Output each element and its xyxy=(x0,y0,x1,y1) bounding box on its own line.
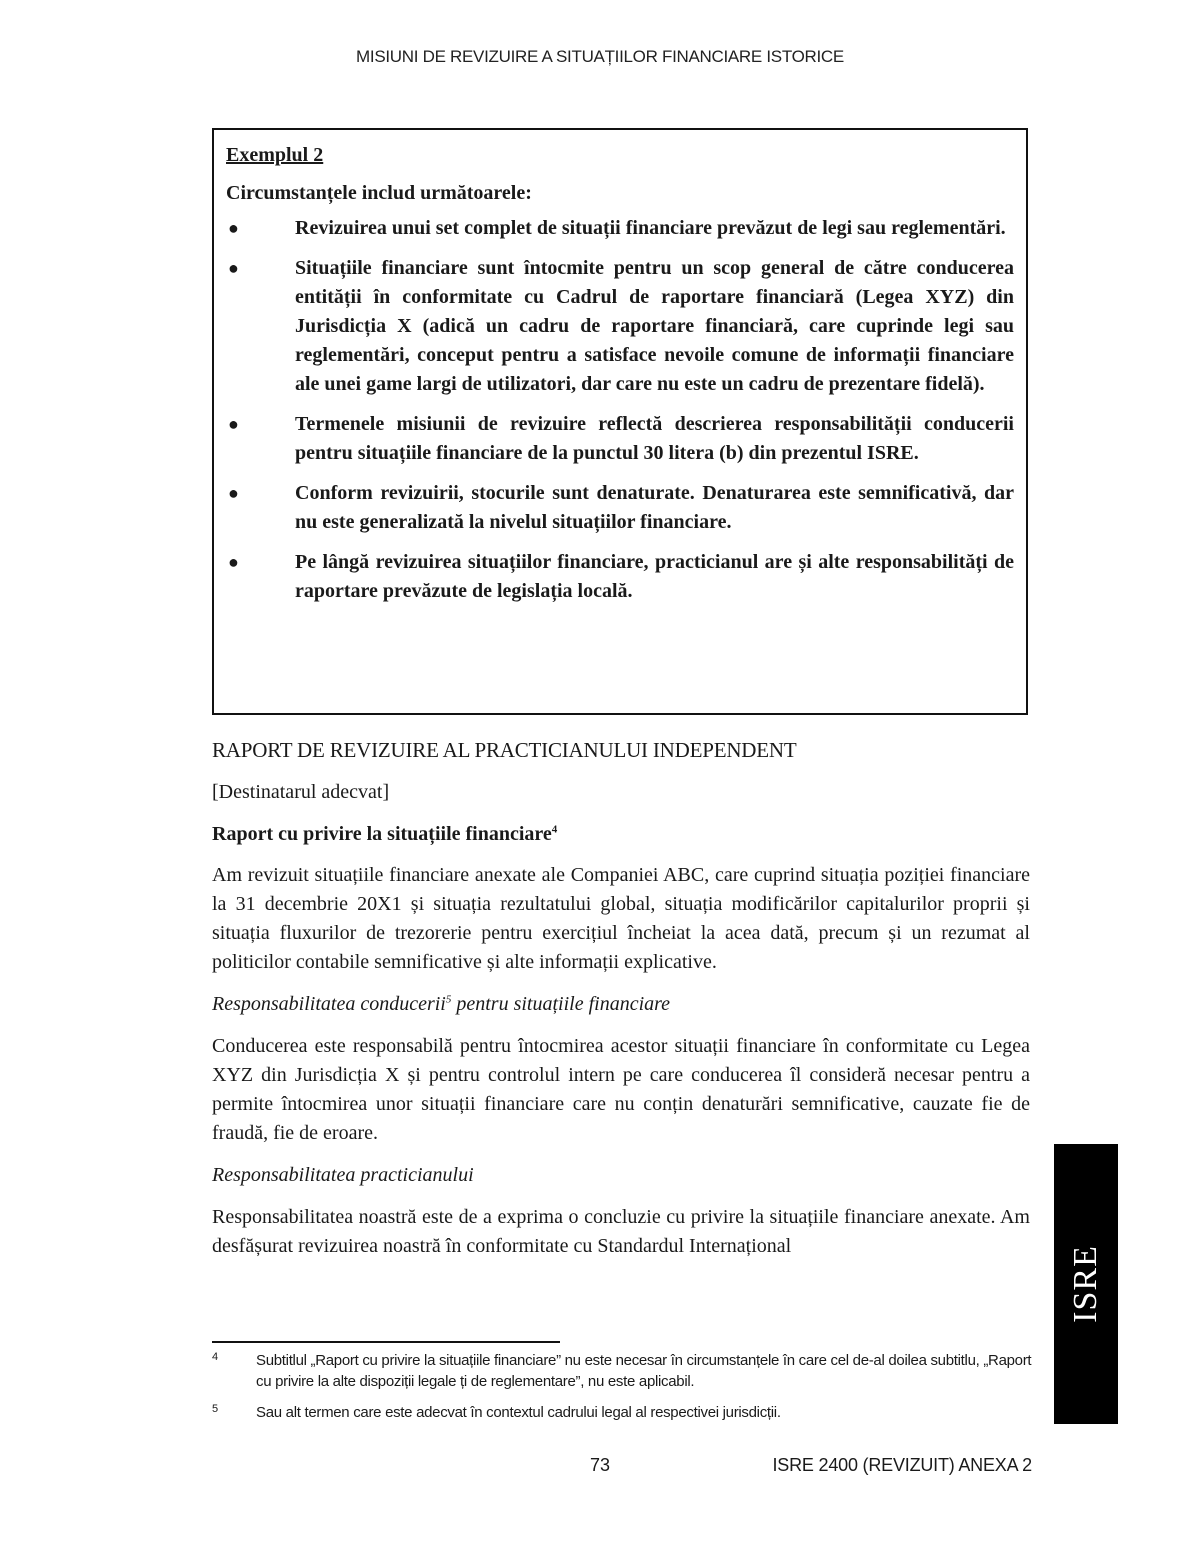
section-heading xyxy=(212,820,1030,849)
footnote xyxy=(212,1350,1034,1392)
footnotes xyxy=(212,1350,1034,1433)
list-item xyxy=(226,410,1014,468)
footnote-divider xyxy=(212,1341,560,1343)
bullet-icon: ● xyxy=(228,258,239,278)
list-item-text: Conform revizuirii, stocurile sunt denaturate. Denaturarea este semnificativă, dar nu este generalizată la nivelul situațiilor financiare. xyxy=(295,482,1014,533)
list-item xyxy=(226,479,1014,537)
section-heading-text: Raport cu privire la situațiile financiare xyxy=(212,823,552,845)
running-header: MISIUNI DE REVIZUIRE A SITUAȚIILOR FINANCIARE ISTORICE xyxy=(356,47,844,66)
footnote-number: 5 xyxy=(212,1403,218,1415)
practitioner-responsibility-paragraph: Responsabilitatea noastră este de a exprima o concluzie cu privire la situațiile financiare anexate. Am desfășurat revizuirea noastră în conformitate cu Standardul Internațional xyxy=(212,1206,1030,1257)
list-item xyxy=(226,254,1014,399)
example-intro: Circumstanțele includ următoarele: xyxy=(226,182,532,204)
example-box xyxy=(212,128,1028,715)
mgmt-heading-part1: Responsabilitatea conducerii xyxy=(212,993,446,1015)
addressee: [Destinatarul adecvat] xyxy=(212,781,390,803)
footnote-text: Subtitlul „Raport cu privire la situațiile financiare” nu este necesar în circumstanțele în care cel de-al doilea subtitlu, „Raport cu privire la alte dispoziții legale ți de reglementare”, nu este aplicabil. xyxy=(256,1352,1032,1390)
report-title: RAPORT DE REVIZUIRE AL PRACTICIANULUI INDEPENDENT xyxy=(212,738,797,762)
footnote-number: 4 xyxy=(212,1351,218,1363)
bullet-icon: ● xyxy=(228,218,239,238)
example-title: Exemplul 2 xyxy=(226,144,324,166)
list-item xyxy=(226,214,1014,243)
list-item-text: Pe lângă revizuirea situațiilor financiare, practicianul are și alte responsabilități de raportare prevăzute de legislația locală. xyxy=(295,551,1014,602)
footnote xyxy=(212,1402,1034,1423)
section-tab[interactable] xyxy=(1054,1144,1118,1424)
footnote-ref[interactable]: 5 xyxy=(445,993,452,1006)
list-item-text: Revizuirea unui set complet de situații financiare prevăzut de legi sau reglementări. xyxy=(295,217,1006,239)
list-item-text: Termenele misiunii de revizuire reflectă descrierea responsabilității conducerii pentru situațiile financiare de la punctul 30 litera (b) din prezentul ISRE. xyxy=(295,413,1014,464)
list-item-text: Situațiile financiare sunt întocmite pentru un scop general de către conducerea entității în conformitate cu Cadrul de raportare financiară (Legea XYZ) din Jurisdicția X (adică un cadru de raportare financiară, care cuprinde legi sau reglementări, conceput pentru a satisface nevoile comune de informații financiare ale unei game largi de utilizatori, dar care nu este un cadru de prezentare fidelă). xyxy=(295,257,1014,395)
bullet-icon: ● xyxy=(228,552,239,572)
list-item xyxy=(226,548,1014,606)
report-body xyxy=(212,736,1030,1261)
standard-reference: ISRE 2400 (REVIZUIT) ANEXA 2 xyxy=(772,1455,1032,1475)
bullet-icon: ● xyxy=(228,483,239,503)
mgmt-heading-part2: pentru situațiile financiare xyxy=(451,993,671,1015)
mgmt-responsibility-heading xyxy=(212,990,1030,1019)
bullet-icon: ● xyxy=(228,414,239,434)
page-number: 73 xyxy=(589,1455,611,1475)
section-tab-label: ISRE xyxy=(1067,1245,1104,1323)
intro-paragraph: Am revizuit situațiile financiare anexate ale Companiei ABC, care cuprind situația poziției financiare la 31 decembrie 20X1 și situația rezultatului global, situația modificărilor capitalurilor proprii și situația fluxurilor de trezorerie pentru exercițiul încheiat la acea dată, precum și un rezumat al politicilor contabile semnificative și alte informații explicative. xyxy=(212,864,1030,973)
mgmt-responsibility-paragraph: Conducerea este responsabilă pentru întocmirea acestor situații financiare în conformitate cu Legea XYZ din Jurisdicția X și pentru controlul intern pe care conducerea îl consideră necesar pentru a permite întocmirea unor situații financiare care nu conțin denaturări semnificative, cauzate fie de fraudă, fie de eroare. xyxy=(212,1035,1030,1144)
footnote-ref[interactable]: 4 xyxy=(551,823,558,836)
practitioner-responsibility-heading: Responsabilitatea practicianului xyxy=(212,1164,474,1186)
circumstances-list xyxy=(226,214,1014,606)
footnote-text: Sau alt termen care este adecvat în contextul cadrului legal al respectivei jurisdicții. xyxy=(256,1404,781,1421)
